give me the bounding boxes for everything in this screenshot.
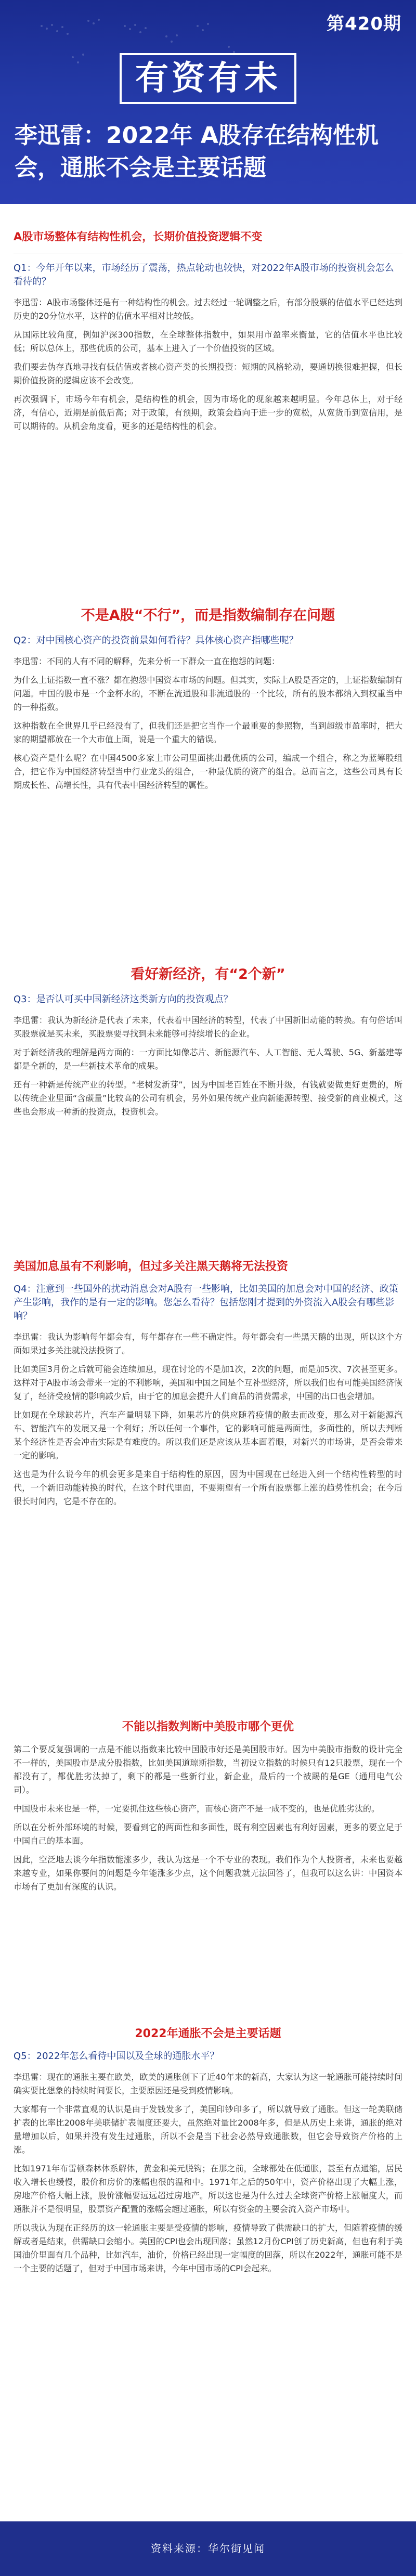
paragraph: 中国股市未来也是一样，一定要抓住这些核心资产，而核心资产不是一成不变的，也是优胜劣汰的。 bbox=[14, 1804, 380, 1814]
paragraph: 再次强调下，市场今年有机会，是结构性的机会，因为市场化的现象越来越明显。今年总体上，对于经济，有信心，近期是前低后高；对于政策，有预期，政策会趋向于进一步的宽松，从宽货币到宽信用，是可以期待的。从机会角度看，更多的还是结构性的机会。 bbox=[14, 394, 402, 431]
section-heading: 2022年通胀不会是主要话题 bbox=[135, 2027, 281, 2040]
paragraph: 这也是为什么说今年的机会更多是来自于结构性的原因，因为中国现在已经进入到一个结构性转型的时代，一个新旧动能转换的时代，在这个时代里面，不要期望有一个所有股票都上涨的趋势性机会；在今后很长时间内，它是不存在的。 bbox=[14, 1469, 402, 1506]
paragraph: 李迅雷：现在的通胀主要在欧美，欧美的通胀创下了近40年来的新高，大家认为这一轮通胀可能持续时间确实要比想象的持续时间要长，主要原因还是受到疫情影响。 bbox=[14, 2072, 402, 2095]
section-heading: 不是A股“不行”，而是指数编制存在问题 bbox=[81, 607, 335, 624]
question: Q1：今年开年以来，市场经历了震荡，热点轮动也较快，对2022年A股市场的投资机会怎么看待的？ bbox=[14, 263, 394, 287]
brand-text: 有资有未 bbox=[135, 59, 281, 98]
paragraph: 李迅雷：不同的人有不同的解释，先来分析一下群众一直在抱怨的问题： bbox=[14, 656, 280, 666]
paragraph: 所以在分析外部环境的时候，要看到它的两面性和多面性，既有利空因素也有利好因素，更多的要立足于中国自己的基本面。 bbox=[14, 1822, 402, 1846]
paragraph: 比如1971年布雷顿森林体系解体，黄金和美元脱钩；在那之前，全球都处在低通胀，甚至有点通缩，居民收入增长也缓慢，股价和房价的涨幅也很的温和中。1971年之后的50年中，资产价格出现了大幅上涨，房地产价格大幅上涨，股价涨幅要远远超过房地产。所以这也是为什么过去全球资产价格上涨幅度大，而通胀并不是很明显，股票资产配置的涨幅会超过通胀，所以有资金的主要会流入资产市场中。 bbox=[14, 2164, 402, 2214]
paragraph: 从国际比较角度，例如沪深300指数，在全球整体指数中，如果用市盈率来衡量，它的估值水平也比较低；所以总体上，那些优质的公司，基本上进入了一个价值投资的区域。 bbox=[14, 330, 402, 353]
paragraph: 第二个要反复强调的一点是不能以指数来比较中国股市好还是美国股市好。因为中美股市指数的设计完全不一样的，美国股市是成分股指数，比如美国道琼斯指数，当初设立指数的时候只有12只股票，现在一个都没有了，都优胜劣汰掉了，剩下的都是一些新行业，新企业，最后的一个被踢的是GE（通用电气公司）。 bbox=[14, 1744, 402, 1795]
section-2 bbox=[0, 606, 416, 797]
question: Q4：注意到一些国外的扰动消息会对A股有一些影响，比如美国的加息会对中国的经济、政策产生影响，我作的是有一定的影响。您怎么看待？包括您刚才提到的外资流入A股会有哪些影响？ bbox=[14, 1284, 398, 1322]
issue-number: 第420期 bbox=[327, 14, 401, 34]
header-bottom-strip bbox=[0, 204, 416, 221]
paragraph: 还有一种新是传统产业的转型。“老树发新芽”，因为中国老百姓在不断升级，有钱就要做更好更贵的，所以传统企业里面“含碳量”比较高的公司有机会，另外如果传统产业向新能源转型、接受新的商业模式，这些也会形成一种新的投资点，投资机会。 bbox=[14, 1080, 402, 1117]
section-heading: A股市场整体有结构性机会，长期价值投资逻辑不变 bbox=[14, 230, 263, 243]
brand-logo bbox=[120, 53, 296, 104]
paragraph: 为什么上证指数一直不涨？都在抱怨中国资本市场的问题。但其实，实际上A股是否定的，上证指数编制有问题。中国的股市是一个金杯水的，不断在流通股和非流通股的一个比较，所有的股本都纳入到权重当中的一种指数。 bbox=[14, 675, 402, 712]
source-note: 资料来源：华尔街见闻 bbox=[151, 2542, 265, 2555]
paragraph: 所以我认为现在正经历的这一轮通胀主要是受疫情的影响，疫情导致了供需缺口的扩大，但随着疫情的缓解或者是结束，供需缺口会缩小。美国的CPI也会出现回落；虽然12月份CPI创了历史新高，但也有利于美国油价里面有几个品种，比如汽车，油价，价格已经出现一定幅度的回落，所以在2022年，通胀可能不是一个主要的话题了，但对于中国市场来讲，今年中国市场的CPI会起来。 bbox=[14, 2223, 402, 2273]
question: Q3：是否认可买中国新经济这类新方向的投资观点？ bbox=[14, 994, 233, 1005]
section-heading: 美国加息虽有不利影响，但过多关注黑天鹅将无法投资 bbox=[14, 1260, 289, 1273]
question: Q5：2022年怎么看待中国以及全球的通胀水平？ bbox=[14, 2051, 219, 2062]
paragraph: 比如现在全球缺芯片，汽车产量明显下降，如果芯片的供应随着疫情的散去而改变，那么对于新能源汽车、智能汽车的发展又是一个利好；所以任何一个事件，它的影响可能是两面性，多面性的，所以去判断某个经济性是否会冲击实际是有难度的。所以我们还是应该从基本面着眼，对新兴的市场讲，是否会带来一定的影响。 bbox=[14, 1410, 402, 1460]
section-4 bbox=[0, 1259, 416, 1513]
section-6 bbox=[0, 2026, 416, 2281]
paragraph: 这种指数在全世界几乎已经没有了，但我们还是把它当作一个最重要的参照物，当到超级市盈率时，把大家的期望都放在一个大市值上面，说是一个重大的错误。 bbox=[14, 721, 402, 744]
paragraph: 我们要去伪存真地寻找有低估值或者核心资产类的长期投资：短期的风格轮动，要通切换很难把握，但长期价值投资的逻辑应该不会改变。 bbox=[14, 362, 402, 385]
section-heading: 看好新经济，有“2个新” bbox=[131, 966, 285, 982]
header-banner bbox=[0, 0, 416, 221]
paragraph: 李迅雷：我认为影响每年都会有，每年都存在一些不确定性。每年都会有一些黑天鹅的出现，所以这个方面如果过多关注就没法投资了。 bbox=[14, 1332, 402, 1355]
section-heading: 不能以指数判断中美股市哪个更优 bbox=[122, 1720, 294, 1733]
paragraph: 大家都有一个非常直观的认识是由于发钱发多了，美国印钞印多了，所以就导致了通胀。但这一轮美联储扩表的比率比2008年美联储扩表幅度还要大，虽然绝对量比2008年多，但是从历史上来讲，通胀的绝对量增加以后，如果并没有发生过通胀，所以不会是当下社会必然导致通胀数，但它会导致资产价格的上涨。 bbox=[14, 2104, 402, 2155]
section-5 bbox=[0, 1719, 416, 1899]
section-3 bbox=[0, 965, 416, 1124]
paragraph: 比如美国3月份之后就可能会连续加息，现在讨论的不是加1次，2次的问题，而是加5次、7次甚至更多。这样对于A股市场会带来一定的不利影响，美国和中国之间是个互补型经济，所以我们也有可能美国经济恢复了，经济受疫情的影响减少后，由于它的加息会提升人们商品的消费需求，中国的出口也会增加。 bbox=[14, 1364, 402, 1401]
paragraph: 李迅雷：A股市场整体还是有一种结构性的机会。过去经过一轮调整之后，有部分股票的估值水平已经达到历史的20分位水平，这样的估值水平相对比较低。 bbox=[14, 297, 402, 321]
paragraph: 因此，空泛地去谈今年指数能涨多少，我认为这是一个不专业的表现。我们作为个人投资者，未来也要越来越专业，如果你要问的问题是今年能涨多少点，这个问题我就无法回答了，但我可以这么讲：中国资本市场有了更加有深度的认识。 bbox=[14, 1855, 402, 1892]
footer bbox=[0, 2521, 416, 2576]
section-1 bbox=[0, 229, 416, 438]
paragraph: 核心资产是什么呢？在中国4500多家上市公司里面挑出最优质的公司，编成一个组合，称之为蓝筹股组合，把它作为中国经济转型当中行业龙头的组合，一种最优质的资产的组合。总而言之，这些公司具有长期成长性、高增长性，具有代表中国经济转型的属性。 bbox=[14, 753, 402, 790]
paragraph: 李迅雷：我认为新经济是代表了未来，代表着中国经济的转型，代表了中国新旧动能的转换。有句俗话叫买股票就是买未来，买股票要寻找到未来能够可持续增长的企业。 bbox=[14, 1015, 402, 1039]
paragraph: 对于新经济我的理解是两方面的：一方面比如像芯片、新能源汽车、人工智能、无人驾驶、5G、新基建等都是全新的，是一些新技术革命的成果。 bbox=[14, 1047, 402, 1071]
question: Q2：对中国核心资产的投资前景如何看待？具体核心资产指哪些呢？ bbox=[14, 635, 298, 646]
page-title: 李迅雷：2022年 A股存在结构性机会，通胀不会是主要话题 bbox=[15, 122, 379, 181]
